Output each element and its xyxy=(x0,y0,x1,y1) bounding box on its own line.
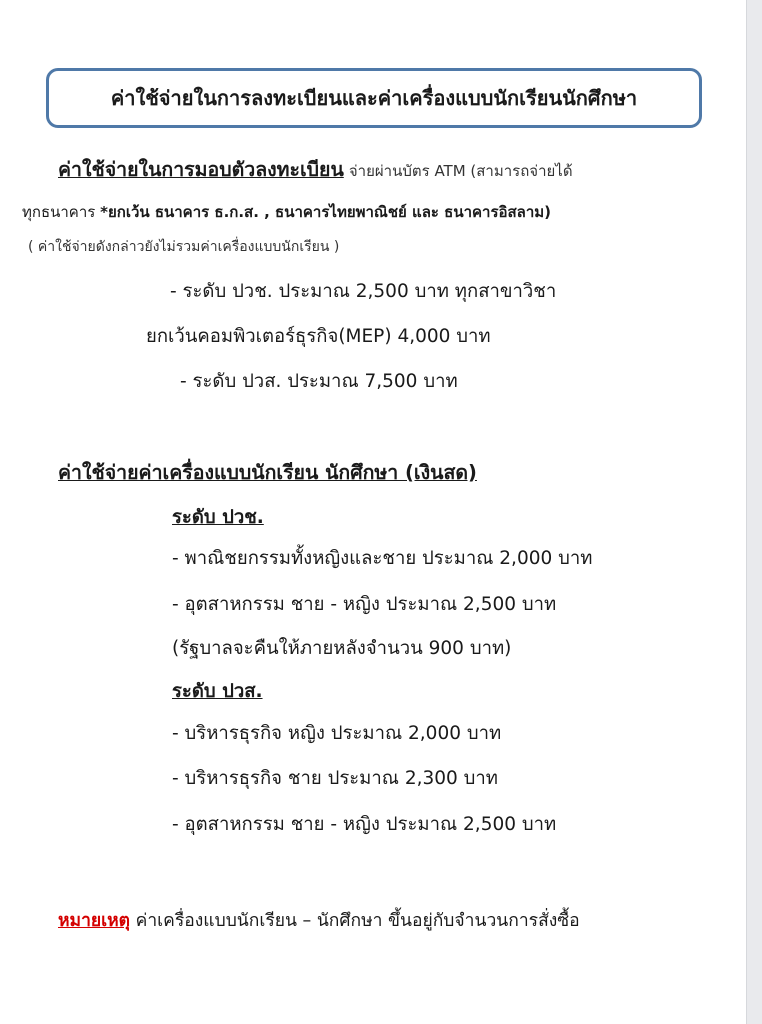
registration-heading: ค่าใช้จ่ายในการมอบตัวลงทะเบียน xyxy=(58,158,344,181)
payment-note: จ่ายผ่านบัตร ATM (สามารถจ่ายได้ xyxy=(348,162,573,180)
note-label: หมายเหตุ xyxy=(58,911,131,931)
level2-item: - อุตสาหกรรม ชาย - หญิง ประมาณ 2,500 บาท xyxy=(172,814,557,835)
higher-fee: - ระดับ ปวส. ประมาณ 7,500 บาท xyxy=(180,371,458,392)
excluded-note: ( ค่าใช้จ่ายดังกล่าวยังไม่รวมค่าเครื่องแบบนักเรียน ) xyxy=(28,239,340,255)
banks-exception: *ยกเว้น ธนาคาร ธ.ก.ส. , ธนาคารไทยพาณิชย์ และ ธนาคารอิสลาม) xyxy=(100,203,552,221)
title-box xyxy=(46,68,702,128)
registration-line-1 xyxy=(58,154,573,185)
level1-item: (รัฐบาลจะคืนให้ภายหลังจำนวน 900 บาท) xyxy=(172,638,512,659)
banks-prefix: ทุกธนาคาร xyxy=(22,203,96,221)
level1-item: - อุตสาหกรรม ชาย - หญิง ประมาณ 2,500 บาท xyxy=(172,594,557,615)
vocational-fee: - ระดับ ปวช. ประมาณ 2,500 บาท ทุกสาขาวิชา xyxy=(170,281,557,302)
level1-heading: ระดับ ปวช. xyxy=(172,507,264,528)
level2-heading: ระดับ ปวส. xyxy=(172,681,263,702)
registration-line-2 xyxy=(22,200,551,224)
computer-fee: ยกเว้นคอมพิวเตอร์ธุรกิจ(MEP) 4,000 บาท xyxy=(146,326,491,347)
note-line xyxy=(58,906,580,934)
page-title: ค่าใช้จ่ายในการลงทะเบียนและค่าเครื่องแบบนักเรียนนักศึกษา xyxy=(110,86,638,110)
note-text: ค่าเครื่องแบบนักเรียน – นักศึกษา ขึ้นอยู่กับจำนวนการสั่งซื้อ xyxy=(135,911,580,931)
level2-item: - บริหารธุรกิจ ชาย ประมาณ 2,300 บาท xyxy=(172,768,498,789)
level2-item: - บริหารธุรกิจ หญิง ประมาณ 2,000 บาท xyxy=(172,723,502,744)
level1-item: - พาณิชยกรรมทั้งหญิงและชาย ประมาณ 2,000 บาท xyxy=(172,548,593,569)
uniform-heading: ค่าใช้จ่ายค่าเครื่องแบบนักเรียน นักศึกษา (เงินสด) xyxy=(58,461,477,484)
